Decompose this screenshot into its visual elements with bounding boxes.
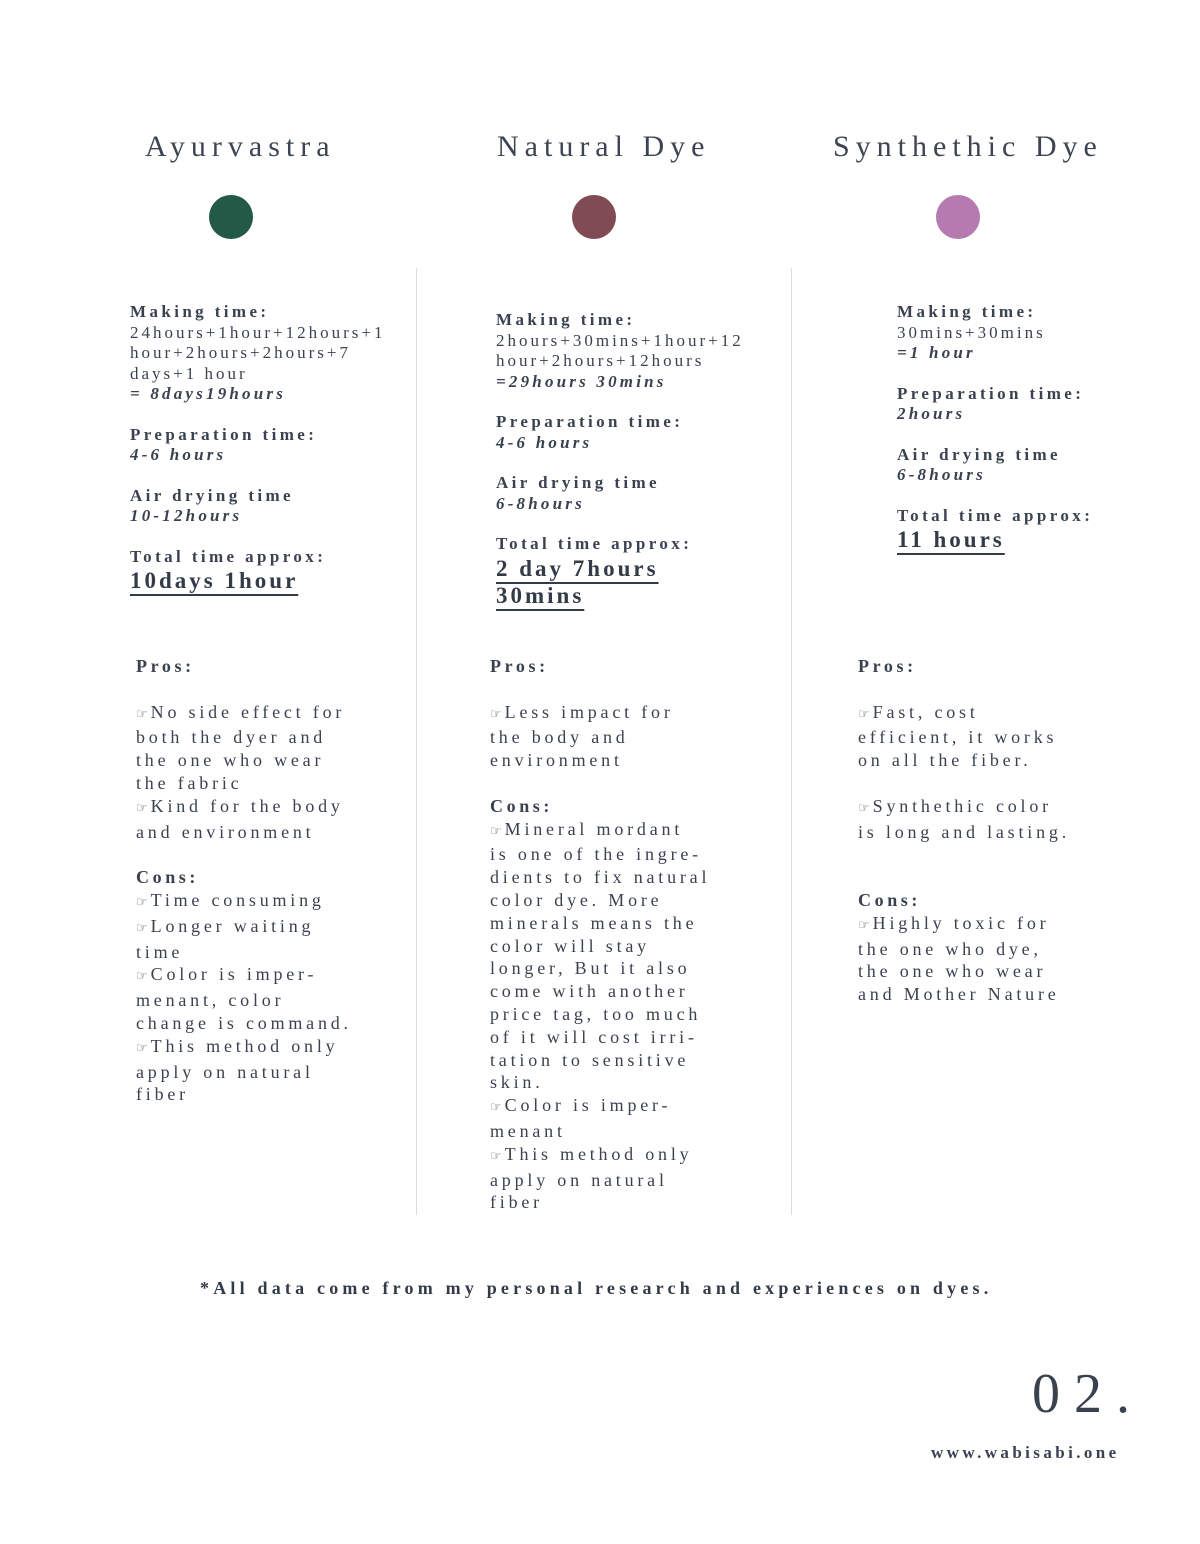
list-item-text: Color is imper-: [150, 964, 318, 985]
list-item: [136, 772, 352, 795]
time-block-synthetic-dye: [897, 302, 1093, 553]
list-item: [490, 980, 710, 1003]
total-time-value: 2 day 7hours: [496, 555, 659, 581]
list-item: [490, 935, 710, 958]
column-title-natural-dye: Natural Dye: [497, 130, 711, 163]
making-time-line: days+1 hour: [130, 363, 248, 383]
pointing-hand-icon: ☞: [136, 706, 148, 722]
cons-list: [490, 818, 710, 1215]
preparation-time-label: Preparation time:: [496, 412, 684, 431]
making-time-label: Making time:: [130, 302, 270, 321]
list-item: [490, 1003, 710, 1026]
preparation-time-value: 4-6 hours: [130, 445, 227, 464]
pointing-hand-icon: ☞: [490, 706, 502, 722]
list-item: [490, 1191, 710, 1214]
list-item-text: Fast, cost: [872, 701, 979, 722]
list-item-text: is long and lasting.: [858, 821, 1070, 842]
list-item: [490, 1169, 710, 1192]
list-item-text: both the dyer and: [136, 727, 327, 748]
list-item: [136, 701, 352, 727]
cons-label: Cons:: [858, 889, 922, 910]
list-item-text: is one of the ingre-: [490, 844, 702, 865]
time-block-natural-dye: [496, 310, 744, 609]
list-item-text: and environment: [136, 821, 315, 842]
list-item-text: Color is imper-: [504, 1095, 672, 1116]
making-time-line: 30mins+30mins: [897, 322, 1046, 342]
list-item: [136, 1012, 352, 1035]
total-time-value: 10days 1hour: [130, 568, 299, 593]
cons-list: [858, 912, 1070, 1006]
making-time-result: = 8days19hours: [130, 384, 287, 403]
pointing-hand-icon: ☞: [136, 1040, 148, 1056]
pointing-hand-icon: ☞: [490, 1100, 502, 1116]
list-item-text: apply on natural: [490, 1169, 668, 1190]
list-item-text: and Mother Nature: [858, 984, 1060, 1005]
column-title-ayurvastra: Ayurvastra: [145, 130, 336, 163]
list-item: [490, 1094, 710, 1120]
list-item-text: Time consuming: [150, 889, 325, 910]
list-item-text: the one who wear: [136, 750, 325, 771]
making-time-line: hour+2hours+2hours+7: [130, 343, 351, 362]
list-item: [136, 889, 352, 915]
list-item: [858, 701, 1070, 727]
list-item-text: efficient, it works: [858, 727, 1058, 748]
list-item: [858, 726, 1070, 749]
list-item-text: the one who dye,: [858, 938, 1042, 959]
preparation-time-label: Preparation time:: [130, 424, 318, 444]
list-item-text: Less impact for: [504, 701, 674, 722]
list-item-text: apply on natural: [136, 1061, 314, 1082]
list-item-text: on all the fiber.: [858, 750, 1032, 771]
list-item-text: price tag, too much: [490, 1003, 702, 1024]
pointing-hand-icon: ☞: [136, 969, 148, 985]
list-item: [136, 1035, 352, 1061]
list-item: [136, 941, 352, 964]
list-item-text: environment: [490, 750, 623, 771]
color-swatch-natural-dye: [572, 195, 616, 239]
list-item-text: tation to sensitive: [490, 1049, 690, 1070]
pros-label: Pros:: [490, 656, 549, 676]
list-item-text: time: [136, 941, 184, 962]
pointing-hand-icon: ☞: [490, 823, 502, 839]
list-item: [490, 1120, 710, 1143]
pointing-hand-icon: ☞: [858, 917, 870, 933]
list-item-text: skin.: [490, 1072, 544, 1093]
making-time-label: Making time:: [897, 302, 1037, 321]
air-drying-time-value: 6-8hours: [496, 493, 585, 513]
pointing-hand-icon: ☞: [858, 706, 870, 722]
list-item: [490, 912, 710, 935]
color-swatch-synthetic-dye: [936, 195, 980, 239]
pros-cons-natural-dye: [490, 655, 710, 1214]
air-drying-time-label: Air drying time: [130, 485, 295, 505]
color-swatch-ayurvastra: [209, 195, 253, 239]
list-item: [490, 726, 710, 749]
total-time-label: Total time approx:: [897, 505, 1094, 525]
air-drying-time-label: Air drying time: [897, 444, 1062, 464]
air-drying-time-value: 6-8hours: [897, 465, 986, 484]
list-item: [858, 795, 1070, 821]
list-item-text: Longer waiting: [150, 915, 315, 936]
list-item: [490, 1026, 710, 1049]
list-item-text: Mineral mordant: [504, 818, 684, 839]
column-title-synthetic-dye: Synthethic Dye: [833, 130, 1103, 163]
total-time-label: Total time approx:: [496, 534, 693, 553]
list-item: [136, 963, 352, 989]
air-drying-time-value: 10-12hours: [130, 506, 243, 525]
list-item: [490, 1049, 710, 1072]
list-item-text: change is command.: [136, 1012, 352, 1033]
page-number: 02.: [1032, 1363, 1144, 1425]
column-divider-left: [416, 268, 417, 1215]
cons-list: [136, 889, 352, 1106]
list-item-text: color dye. More: [490, 889, 663, 910]
pointing-hand-icon: ☞: [136, 894, 148, 910]
list-item-text: the fabric: [136, 772, 243, 793]
list-item-text: fiber: [490, 1192, 543, 1213]
pros-cons-ayurvastra: [136, 655, 352, 1106]
list-item: [490, 1071, 710, 1094]
list-item: [136, 1083, 352, 1106]
website-link[interactable]: www.wabisabi.one: [931, 1443, 1120, 1462]
list-item: [490, 701, 710, 727]
list-item: [136, 989, 352, 1012]
making-time-result: =1 hour: [897, 343, 976, 362]
making-time-line: hour+2hours+12hours: [496, 351, 705, 370]
list-item: [858, 938, 1070, 961]
pointing-hand-icon: ☞: [490, 1148, 502, 1164]
total-time-value: 30mins: [496, 582, 585, 608]
list-item: [136, 915, 352, 941]
list-item-text: longer, But it also: [490, 958, 691, 979]
list-item-text: Kind for the body: [150, 795, 344, 816]
pointing-hand-icon: ☞: [136, 920, 148, 936]
list-item-text: color will stay: [490, 935, 650, 956]
pros-cons-synthetic-dye: [858, 655, 1070, 1006]
preparation-time-value: 2hours: [897, 404, 966, 423]
list-item: [490, 1143, 710, 1169]
cons-label: Cons:: [490, 795, 554, 816]
making-time-line: 24hours+1hour+12hours+1: [130, 322, 386, 342]
list-item-text: This method only: [150, 1035, 339, 1056]
list-item-text: dients to fix natural: [490, 867, 711, 888]
pros-list: [858, 701, 1070, 844]
preparation-time-value: 4-6 hours: [496, 432, 593, 452]
footnote: *All data come from my personal research and experiences on dyes.: [200, 1278, 993, 1298]
pros-list: [490, 701, 710, 772]
list-item: [136, 795, 352, 821]
list-item-text: fiber: [136, 1084, 189, 1105]
list-item: [490, 957, 710, 980]
list-item-text: come with another: [490, 981, 689, 1002]
making-time-line: 2hours+30mins+1hour+12: [496, 330, 744, 350]
list-item-text: No side effect for: [150, 701, 346, 722]
list-item-text: Synthethic color: [872, 795, 1052, 816]
list-item: [858, 749, 1070, 772]
list-item: [858, 960, 1070, 983]
list-item-text: menant, color: [136, 990, 285, 1011]
pointing-hand-icon: ☞: [858, 800, 870, 816]
list-item: [858, 983, 1070, 1006]
list-item: [490, 749, 710, 772]
air-drying-time-label: Air drying time: [496, 473, 661, 492]
list-item: [490, 866, 710, 889]
pros-list: [136, 701, 352, 844]
list-item: [490, 843, 710, 866]
list-item-text: minerals means the: [490, 912, 698, 933]
list-item: [858, 821, 1070, 844]
pros-label: Pros:: [858, 656, 917, 676]
list-item: [136, 749, 352, 772]
list-item-text: Highly toxic for: [872, 912, 1050, 933]
making-time-result: =29hours 30mins: [496, 371, 667, 391]
list-item-text: the body and: [490, 727, 629, 748]
list-item: [490, 889, 710, 912]
cons-label: Cons:: [136, 867, 200, 888]
list-item-text: This method only: [504, 1143, 693, 1164]
pointing-hand-icon: ☞: [136, 800, 148, 816]
time-block-ayurvastra: [130, 302, 385, 594]
making-time-label: Making time:: [496, 310, 636, 329]
list-item: [858, 772, 1070, 795]
list-item: [136, 821, 352, 844]
list-item: [136, 726, 352, 749]
total-time-label: Total time approx:: [130, 546, 327, 566]
pros-label: Pros:: [136, 656, 195, 676]
list-item: [858, 912, 1070, 938]
preparation-time-label: Preparation time:: [897, 383, 1085, 403]
column-divider-right: [791, 268, 792, 1215]
list-item: [136, 1061, 352, 1084]
list-item-text: menant: [490, 1120, 566, 1141]
list-item-text: of it will cost irri-: [490, 1026, 698, 1047]
list-item: [490, 818, 710, 844]
list-item-text: the one who wear: [858, 961, 1047, 982]
total-time-value: 11 hours: [897, 527, 1005, 552]
